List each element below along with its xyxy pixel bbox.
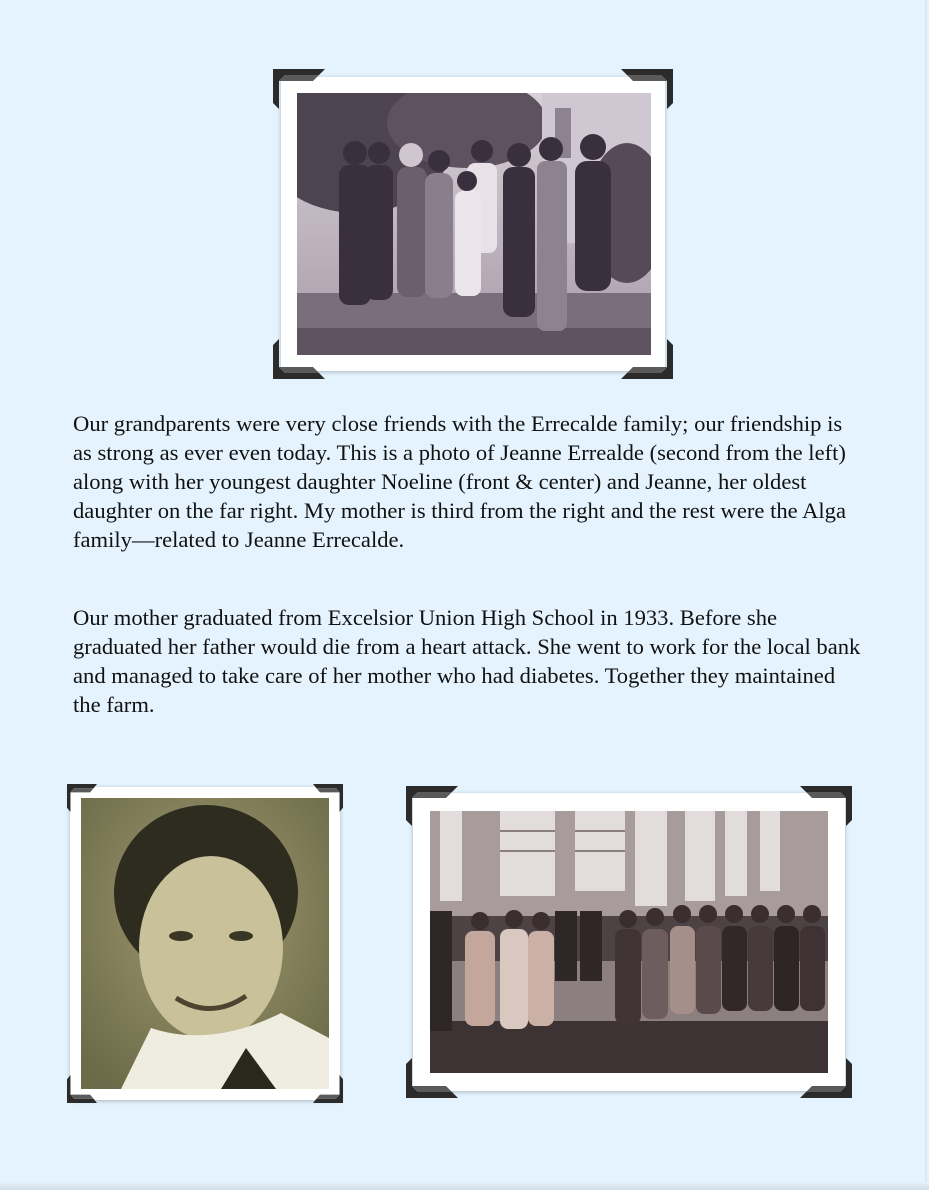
photo-corner-icon xyxy=(800,786,852,826)
paragraph-mother-graduation: Our mother graduated from Excelsior Union High School in 1933. Before she graduated her father would die from a heart attack. She went to work for the local bank and managed to take care of her mother who had diabetes. Together they maintained the farm. xyxy=(73,605,861,717)
photo-corner-icon xyxy=(67,1075,97,1103)
page-bottom-edge xyxy=(0,1182,929,1190)
photo-corner-icon xyxy=(406,1058,458,1098)
photo-corner-icon xyxy=(406,786,458,826)
portrait-photo-frame xyxy=(70,787,340,1100)
bank-staff-photo xyxy=(430,811,828,1073)
photo-corner-icon xyxy=(273,339,325,379)
photo-corner-icon xyxy=(621,69,673,109)
photo-corner-icon xyxy=(313,1075,343,1103)
group-photo xyxy=(297,93,651,355)
photo-corner-icon xyxy=(621,339,673,379)
photo-corner-icon xyxy=(800,1058,852,1098)
paragraph-errecalde-family: Our grandparents were very close friends with the Errecalde family; our friendship is as strong as ever even today. This is a photo of Jeanne Errealde (second from the left) along with her youngest daughter Noeline (front & center) and Jeanne, her oldest daughter on the far right. My mother is third from the right and the rest were the Alga family—related to Jeanne Errecalde. xyxy=(73,411,846,552)
group-photo-frame xyxy=(281,77,665,371)
photo-corner-icon xyxy=(313,784,343,812)
photo-corner-icon xyxy=(273,69,325,109)
bank-staff-photo-frame xyxy=(413,793,845,1091)
portrait-photo xyxy=(81,798,329,1089)
photo-corner-icon xyxy=(67,784,97,812)
